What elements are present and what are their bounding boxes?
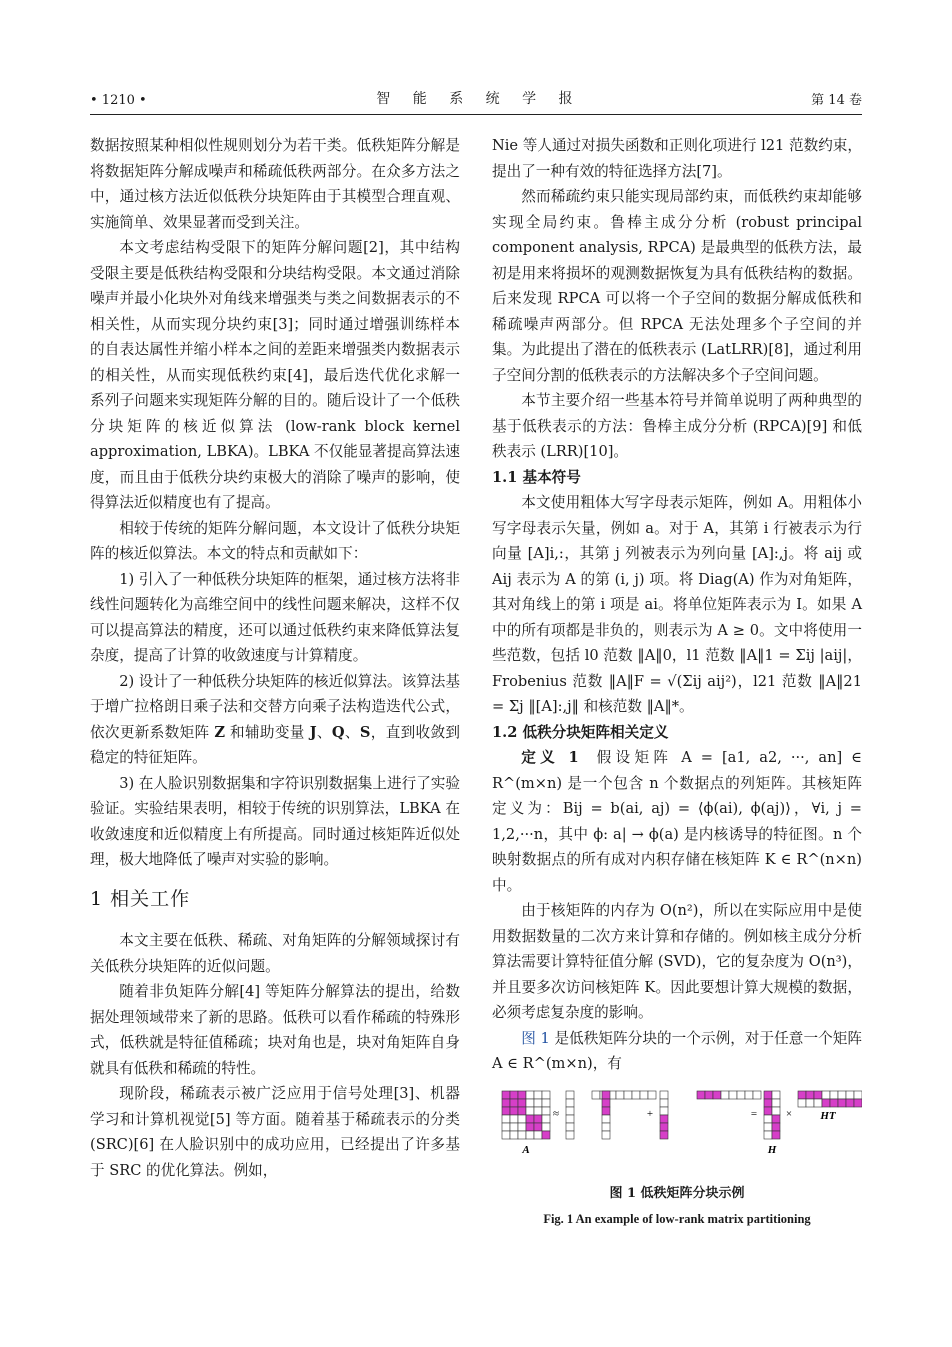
figure-caption-zh: 图 1 低秩矩阵分块示例 bbox=[609, 1186, 745, 1201]
label-A: A bbox=[522, 1143, 530, 1156]
subsection-heading-1-2: 1.2 低秩分块矩阵相关定义 bbox=[492, 723, 669, 741]
paragraph: 本文主要在低秩、稀疏、对角矩阵的分解领域探讨有关低秩分块矩阵的近似问题。 bbox=[90, 932, 460, 975]
paragraph: 本文考虑结构受限下的矩阵分解问题[2]，其中结构受限主要是低秩结构受限和分块结构受限。本文通过消除噪声并最小化块外对角线来增强类与类之间数据表示的不相关性，从而实现分块约束[3]；同时通过增强训练样本的自表达属性并缩小样本之间的差距来增强类内数据表示的相关性，从而实现低秩约束[4]，最后迭代优化求解一系列子问题来实现矩阵分解的目的。随后设计了一个低秩分块矩阵的核近似算法 (low-rank block kernel approximation, LBKA)。LBKA 不仅能显著提高算法速度，而且由于低秩分块约束极大的消除了噪声的影响，使得算法近似精度也有了提高。 bbox=[90, 239, 460, 511]
running-header bbox=[90, 88, 862, 115]
volume-label: 第 14 卷 bbox=[811, 93, 862, 108]
equals-sign: = bbox=[750, 1107, 758, 1120]
matrix-A bbox=[502, 1091, 550, 1139]
journal-title: 智 能 系 统 学 报 bbox=[376, 91, 582, 107]
paragraph: 相较于传统的矩阵分解问题，本文设计了低秩分块矩阵的核近似算法。本文的特点和贡献如下： bbox=[90, 519, 460, 562]
section-heading-1: 1 相关工作 bbox=[90, 887, 191, 910]
column-vector-1 bbox=[602, 1091, 610, 1139]
paper-page bbox=[90, 88, 862, 1232]
page-number: • 1210 • bbox=[90, 93, 147, 108]
figure-1-link[interactable]: 图 1 bbox=[521, 1029, 550, 1047]
matrix-HT bbox=[798, 1091, 862, 1107]
paragraph: 本文使用粗体大写字母表示矩阵，例如 A。用粗体小写字母表示矢量，例如 a。对于 A，其第 i 行被表示为行向量 [A]i,:，其第 j 列被表示为列向量 [A]:,j。将 aij 或 Aij 表示为 A 的第 (i, j) 项。将 Diag(A) 作为对角矩阵，其对角线上的第 i 项是 ai。将单位矩阵表示为 I。如果 A 中的所有项都是非负的，则表示为 A ≥ 0。文中将使用一些范数，包括 l0 范数 ‖A‖0，l1 范数 ‖A‖1 = Σij |aij|，Frobenius 范数 ‖A‖F = √(Σij aij²)，l21 范数 ‖A‖21 = Σj ‖[A]:,j‖ 和核范数 ‖A‖*。 bbox=[492, 494, 862, 715]
contribution-3: 3) 在人脸识别数据集和字符识别数据集上进行了实验验证。实验结果表明，相较于传统的识别算法，LBKA 在收敛速度和近似精度上有所提高。同时通过核矩阵近似处理，极大地降低了噪声对实验的影响。 bbox=[90, 774, 460, 868]
row-vector-1 bbox=[592, 1091, 656, 1099]
right-column bbox=[492, 133, 862, 1232]
two-column-body bbox=[90, 133, 862, 1232]
figure-1 bbox=[492, 1087, 862, 1233]
contribution-2: 2) 设计了一种低秩分块矩阵的核近似算法。该算法基于增广拉格朗日乘子法和交替方向乘子法构造迭代公式，依次更新系数矩阵 Z 和辅助变量 J、Q、S，直到收敛到稳定的特征矩阵。 bbox=[90, 672, 461, 766]
subsection-heading-1-1: 1.1 基本符号 bbox=[492, 468, 581, 486]
paragraph: 图 1 是低秩矩阵分块的一个示例，对于任意一个矩阵 A ∈ R^(m×n)，有 bbox=[492, 1029, 862, 1072]
paragraph: 本节主要介绍一些基本符号并简单说明了两种典型的基于低秩表示的方法：鲁棒主成分分析 (RPCA)[9] 和低秩表示 (LRR)[10]。 bbox=[492, 392, 862, 460]
paragraph: 数据按照某种相似性规则划分为若干类。低秩矩阵分解是将数据矩阵分解成噪声和稀疏低秩两部分。在众多方法之中，通过核方法近似低秩分块矩阵由于其模型合理直观、实施简单、效果显著而受到关注。 bbox=[90, 137, 460, 231]
paragraph: 由于核矩阵的内存为 O(n²)，所以在实际应用中是使用数据数量的二次方来计算和存储的。例如核主成分分析算法需要计算特征值分解 (SVD)，它的复杂度为 O(n³)，并且要多次访问核矩阵 K。因此要想计算大规模的数据，必须考虑复杂度的影响。 bbox=[492, 902, 862, 1021]
definition-1: 定义 1 假设矩阵 A = [a1, a2, ···, an] ∈ R^(m×n) 是一个包含 n 个数据点的列矩阵。其核矩阵定义为：Bij = b(ai, aj) = ⟨ϕ(ai), ϕ(aj)⟩，∀i, j = 1,2,···n，其中 ϕ: a| → ϕ(a) 是内核诱导的特征图。n 个映射数据点的所有成对内积存储在核矩阵 K ∈ R^(n×n) 中。 bbox=[492, 749, 862, 894]
times-sign: × bbox=[785, 1107, 793, 1120]
plus-sign: + bbox=[646, 1107, 654, 1120]
matrix-partition-diagram bbox=[492, 1087, 862, 1169]
paragraph: 随着非负矩阵分解[4] 等矩阵分解算法的提出，给数据处理领域带来了新的思路。低秩可以看作稀疏的特殊形式，低秩就是特征值稀疏；块对角也是，块对角矩阵自身就具有低秩和稀疏的特性。 bbox=[90, 983, 460, 1077]
figure-caption-en: Fig. 1 An example of low-rank matrix partitioning bbox=[543, 1211, 811, 1226]
label-H: H bbox=[767, 1143, 777, 1156]
column-vector-2 bbox=[660, 1091, 668, 1139]
approx-sign: ≈ bbox=[552, 1107, 560, 1120]
row-vector-2 bbox=[697, 1091, 761, 1099]
matrix-H bbox=[764, 1091, 780, 1139]
paragraph: 然而稀疏约束只能实现局部约束，而低秩约束却能够实现全局约束。鲁棒主成分分析 (robust principal component analysis, RPCA) 是最典型的低秩方法，最初是用来将损坏的观测数据恢复为具有低秩结构的数据。后来发现 RPCA 可以将一个子空间的数据分解成低秩和稀疏噪声两部分。但 RPCA 无法处理多个子空间的并集。为此提出了潜在的低秩表示 (LatLRR)[8]，通过利用子空间分割的低秩表示的方法解决多个子空间问题。 bbox=[492, 188, 862, 384]
paragraph: 现阶段，稀疏表示被广泛应用于信号处理[3]、机器学习和计算机视觉[5] 等方面。随着基于稀疏表示的分类 (SRC)[6] 在人脸识别中的成功应用，已经提出了许多基于 SRC 的优化算法。例如， bbox=[90, 1085, 460, 1179]
contribution-1: 1) 引入了一种低秩分块矩阵的框架，通过核方法将非线性问题转化为高维空间中的线性问题来解决，这样不仅可以提高算法的精度，还可以通过低秩约束来降低算法复杂度，提高了计算的收敛速度与计算精度。 bbox=[90, 570, 460, 664]
label-HT: HT bbox=[820, 1109, 836, 1122]
left-column bbox=[90, 133, 460, 1232]
column-vector bbox=[566, 1091, 574, 1139]
paragraph: Nie 等人通过对损失函数和正则化项进行 l21 范数约束，提出了一种有效的特征选择方法[7]。 bbox=[492, 137, 862, 180]
